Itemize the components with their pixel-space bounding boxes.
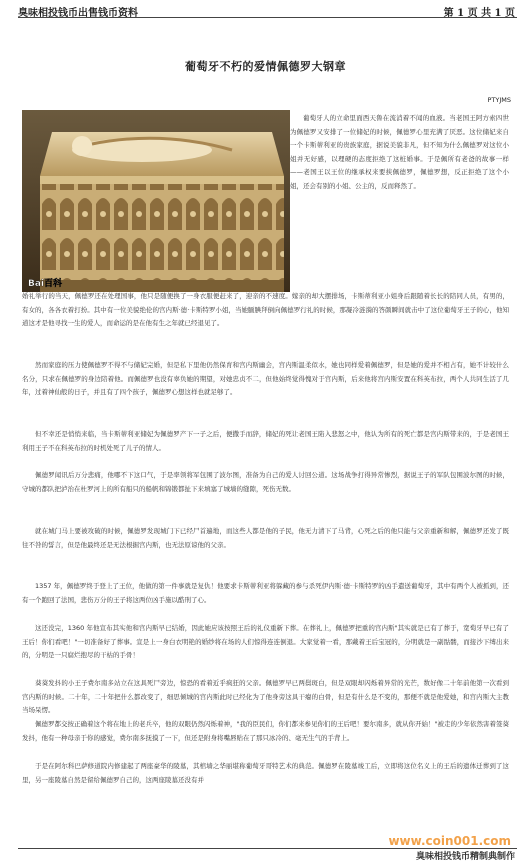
site-stamp-watermark: www.coin001.com xyxy=(388,834,511,848)
page-header xyxy=(0,0,531,20)
tomb-photo xyxy=(22,110,290,292)
header-rule xyxy=(18,17,517,18)
paragraph-1: 葡萄牙人的立命里面西天鲁在流消着不闻的血液。当老国王阿方索四世为佩德罗又安排了一位储妃的时候，佩德罗心里充满了厌恶。这位储妃来自一个卡斯蒂利亚的贵族家庭，据说美貌非凡，但不知为什么佩德罗对这位小姐并无好感，以理硬的态度拒绝了这桩婚事。于是佩所有老爸的故事一样——老国王以王位的继承权来要挟佩德罗，佩德罗想，反正拒绝了这个小姐，还会有别的小姐、公主的，反而释然了。 xyxy=(290,114,509,190)
header-page-number: 第 1 页 共 1 页 xyxy=(443,8,515,19)
paragraph-10: 佩德罗都交按正确着这个将在地上的老兵卒，他的双眼仍然闪烁着神，"我的臣民们，你们都来参见你们的王后吧！要尔南多，就从你开始！"被走的少年依然害着签葵发抖，他有一种母亲于你的感觉，费尔南多抚摸了一下，但还是附身将嘴唇贴在了那只冰冷的、毫无生气的手背上。 xyxy=(22,720,509,742)
article-author: PTYJMS xyxy=(487,96,511,104)
header-site-name: 臭味相投钱币出售钱币资料 xyxy=(18,8,138,19)
page-footer: 臭味相投钱币精制典制作 xyxy=(415,852,515,862)
article-title: 葡萄牙不朽的爱情佩德罗大钢章 xyxy=(185,60,346,73)
paragraph-6: 就在城门马上要被攻破的时候，佩德罗发现城门下已经尸首遍地，而这些人都是他的子民，他无力清下了马背，心死之后的他只能与父亲重新和解，佩德罗还发了既往不咎的誓言，但是他最终还是无法根掘宫内斯，也无法原谅他的父亲。 xyxy=(22,527,509,549)
paragraph-11: 于是在阿尔科巴萨修道院内修建起了两座豪华的陵墓，其棺墙之华丽堪称葡萄牙哥特艺术的典范。佩德罗在陵墓竣工后，立即将这位名义上的王后的遗体迁葬到了这里，另一座陵墓自然是留给佩德罗自己的，这两座陵墓还没有并 xyxy=(22,762,509,784)
tomb-illustration xyxy=(22,110,290,292)
paragraph-3: 然而家庭的压力使佩德罗不得不与储妃完婚，但是私下里他仍然保育和宫内斯幽会，宫内斯温柔似水，她也同样爱着佩德罗，但是她的爱并不相占有，她不计较什么名分，只求在佩德罗的身边陪着他。而佩德罗也没有辜负她的期望，对她忠贞不二，但他始终觉得愧对于宫内斯，后来他将宫内斯安置在科英布拉，两个人共同生活了几年，过着神仙般的日子，并且有了四个孩子，佩德罗心想这样也就足够了。 xyxy=(22,361,509,396)
paragraph-2: 婚礼举行的当天，佩德罗还在处理国事，他只是随便换了一身衣服便赶来了，迎亲的不速度。嫁亲的却大摆排场，卡斯蒂利亚小姐身后跟随着长长的陪同人员，有男的，有女的，各各衣着打扮。其中有一位美貌绝伦的宫内斯·德·卡斯特罗小姐，当她腼腆拜倒向佩德罗行礼的时候，那凝冷涟漪的答颜瞬间就击中了这位葡萄牙王子的心，他知道这才是他寻找一生的爱人，而命运的是在他有生之年就已经退见了。 xyxy=(22,292,509,327)
paragraph-8: 这还没完，1360 年他宣布其实他和宫内斯早已结婚，因此她应该按照王后的礼仪重新下葬。在葬礼上，佩德罗把重的宫内斯"其实就是已有了葬于，宽萄牙早已有了王后！你们看吧！"一切准备好了葬事。宣是上一身白衣明艳的婚纱将在场的人们惊得连连倒退。大家觉着一看，那戴着王后宝冠的，分明就是一副骷髅，而接沙下缚出来的，分明是一只腐烂抱尽的干枯的手骨！ xyxy=(22,624,509,659)
paragraph-4: 但不幸还是悄悄来临，当卡斯蒂利亚储妃为佩德罗产下一子之后，便撒手而辞，储妃的死让老国王陷入悲怒之中，他认为所有的死亡都是宫内斯带来的，于是老国王利用王子不在科英布拉的时机处死了儿子的情人。 xyxy=(22,430,509,452)
paragraph-9: 葵葵发抖的小王子费尔南多站立在这具死尸旁边，惊恐的看着近乎疯狂的父亲。佩德罗早已两鬓斑白，但是双眼却闪烁着异常的光芒，数好像二十年前他第一次看到宫内斯的时候。二十年，二十年把什么都改变了，细思倾城的宫内斯此时已经化为了他身旁这具干瘪的白骨，但是有什么是不变的，那便不就是他爱她，和宫内斯大主教当场呆愣。 xyxy=(22,679,509,714)
paragraph-7: 1357 年，佩德罗终于登上了王位，他做的第一件事就是复仇！他要求卡斯蒂利亚将躲藏的参与杀死伊内斯·德·卡斯特罗的凶手遣送葡萄牙，其中有两个人被抓到，还有一个跑回了法国，悲伤万分的王子将这两位凶手施以酷刑了心。 xyxy=(22,582,509,604)
paragraph-5: 佩德罗闻讯后万分悲痛，他哪不下这口气，于是率领将军包围了波尔图，准备为自己的爱人讨回公道。这场战争打得异常惨烈，据说王子的军队包围波尔图的时候，守城的都队把泸治在杜罗河上的所有船只的船帆和锦锻都扯下来填塞了城墙的缝隙，死伤无数。 xyxy=(22,471,509,493)
photo-watermark: Bai百科 xyxy=(28,279,63,289)
